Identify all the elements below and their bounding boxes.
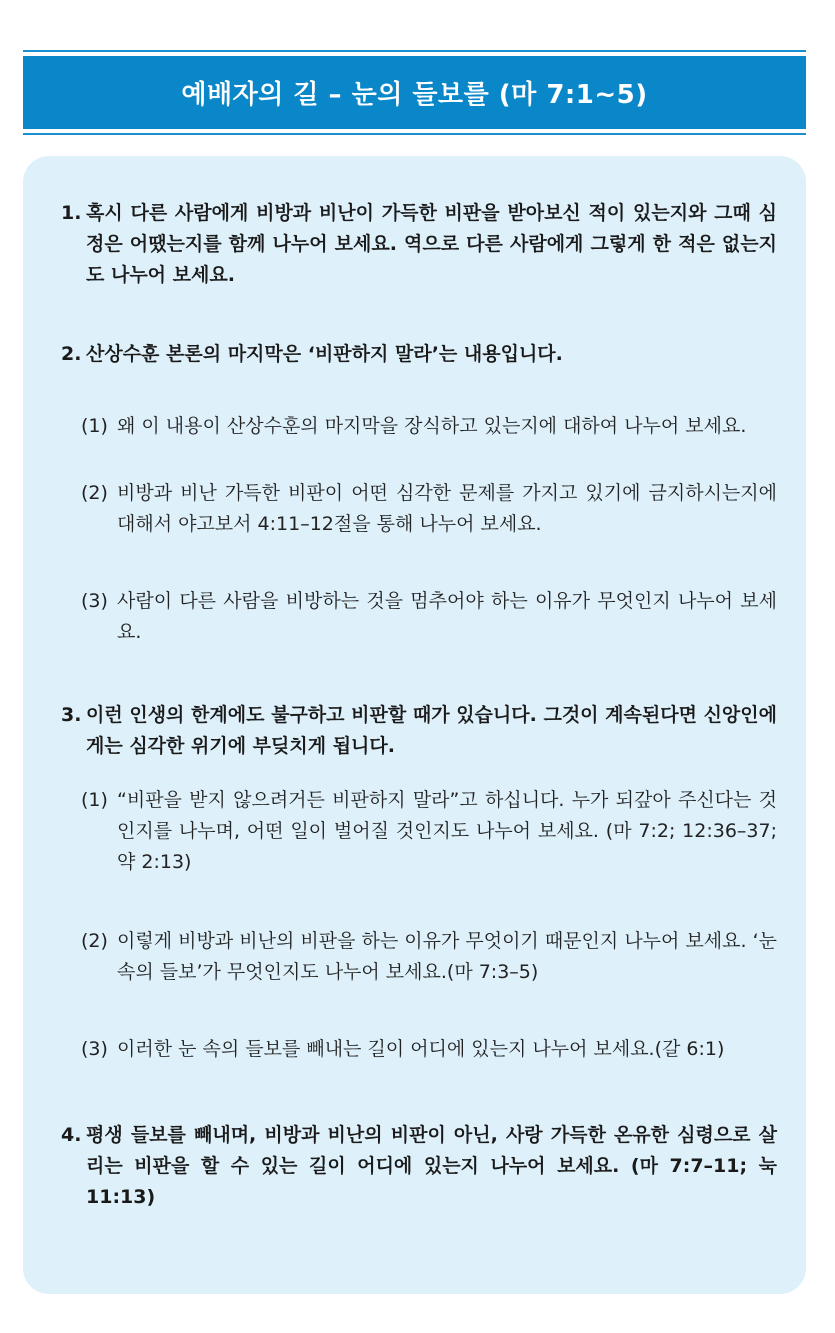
- question-2-2: [81, 478, 777, 540]
- question-text: 산상수훈 본론의 마지막은 ‘비판하지 말라’는 내용입니다.: [86, 343, 563, 365]
- sub-question-text: 이러한 눈 속의 들보를 빼내는 길이 어디에 있는지 나누어 보세요.(갈 6:1): [117, 1038, 725, 1060]
- sub-question-number: (2): [81, 930, 108, 952]
- question-2-3: [81, 586, 777, 648]
- question-3-1: [81, 785, 777, 878]
- sub-question-number: (1): [81, 415, 108, 437]
- question-3-3: [81, 1034, 777, 1065]
- header: [23, 50, 806, 135]
- sub-question-number: (1): [81, 789, 108, 811]
- sub-question-number: (3): [81, 1038, 108, 1060]
- page-title: 예배자의 길 – 눈의 들보를 (마 7:1~5): [181, 80, 648, 110]
- question-number: 2.: [61, 343, 82, 365]
- question-number: 3.: [61, 704, 82, 726]
- sub-question-text: 사람이 다른 사람을 비방하는 것을 멈추어야 하는 이유가 무엇인지 나누어 보세요.: [117, 590, 777, 643]
- sub-question-text: “비판을 받지 않으려거든 비판하지 말라”고 하십니다. 누가 되갚아 주신다는 것인지를 나누며, 어떤 일이 벌어질 것인지도 나누어 보세요. (마 7:2; 12:36–37; 약 2:13): [117, 789, 777, 873]
- question-4: [61, 1120, 777, 1213]
- question-number: 4.: [61, 1124, 82, 1146]
- sub-question-number: (2): [81, 482, 108, 504]
- sub-question-text: 왜 이 내용이 산상수훈의 마지막을 장식하고 있는지에 대하여 나누어 보세요.: [117, 415, 747, 437]
- sub-question-number: (3): [81, 590, 108, 612]
- questions-panel: [23, 156, 806, 1294]
- question-2: [61, 339, 777, 370]
- header-bottom-rule: [23, 133, 806, 135]
- question-text: 혹시 다른 사람에게 비방과 비난이 가득한 비판을 받아보신 적이 있는지와 그때 심정은 어땠는지를 함께 나누어 보세요. 역으로 다른 사람에게 그렇게 한 적은 없는지도 나누어 보세요.: [86, 202, 777, 286]
- question-text: 평생 들보를 빼내며, 비방과 비난의 비판이 아닌, 사랑 가득한 온유한 심령으로 살리는 비판을 할 수 있는 길이 어디에 있는지 나누어 보세요. (마 7:7–11; 눅 11:13): [86, 1124, 777, 1208]
- question-1: [61, 198, 777, 291]
- sub-question-text: 이렇게 비방과 비난의 비판을 하는 이유가 무엇이기 때문인지 나누어 보세요. ‘눈 속의 들보’가 무엇인지도 나누어 보세요.(마 7:3–5): [117, 930, 777, 983]
- header-band: [23, 56, 806, 129]
- question-3: [61, 700, 777, 762]
- question-2-1: [81, 411, 777, 442]
- sub-question-text: 비방과 비난 가득한 비판이 어떤 심각한 문제를 가지고 있기에 금지하시는지에 대해서 야고보서 4:11–12절을 통해 나누어 보세요.: [117, 482, 777, 535]
- question-text: 이런 인생의 한계에도 불구하고 비판할 때가 있습니다. 그것이 계속된다면 신앙인에게는 심각한 위기에 부딪치게 됩니다.: [86, 704, 777, 757]
- header-top-rule: [23, 50, 806, 52]
- question-number: 1.: [61, 202, 82, 224]
- question-3-2: [81, 926, 777, 988]
